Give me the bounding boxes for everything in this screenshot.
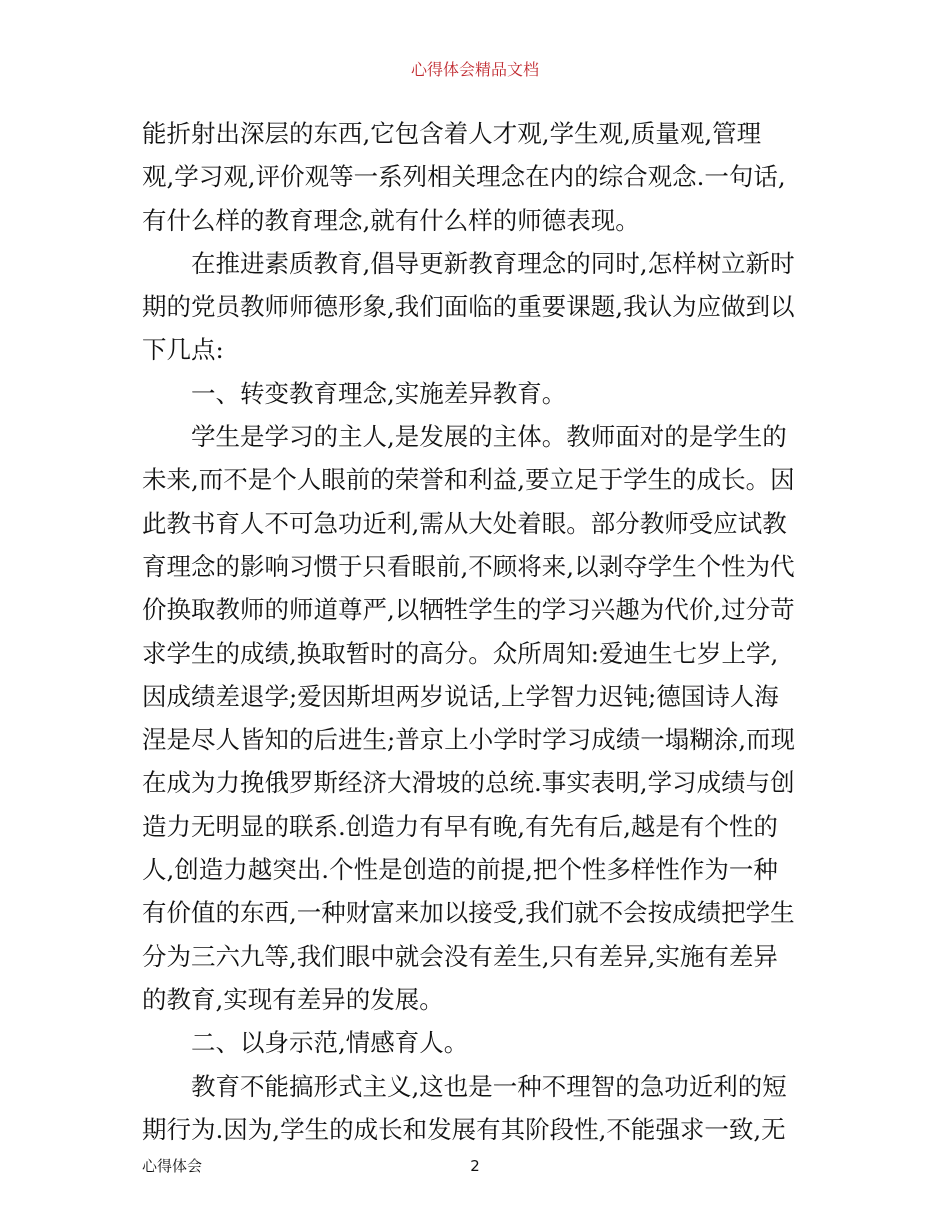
text-line: 在成为力挽俄罗斯经济大滑坡的总统.事实表明,学习成绩与创 — [142, 768, 795, 798]
page-header-title: 心得体会精品文档 — [410, 60, 539, 79]
page-number: 2 — [470, 1157, 480, 1175]
text-line: 有什么样的教育理念,就有什么样的师德表现。 — [142, 205, 640, 235]
text-line: 求学生的成绩,换取暂时的高分。众所周知:爱迪生七岁上学, — [142, 638, 779, 668]
text-line: 观,学习观,评价观等一系列相关理念在内的综合观念.一句话, — [142, 162, 786, 192]
text-line: 有价值的东西,一种财富来加以接受,我们就不会按成绩把学生 — [142, 898, 795, 928]
text-line: 期的党员教师师德形象,我们面临的重要课题,我认为应做到以 — [142, 292, 795, 322]
text-line: 育理念的影响习惯于只看眼前,不顾将来,以剥夺学生个性为代 — [142, 551, 795, 581]
text-line: 未来,而不是个人眼前的荣誉和利益,要立足于学生的成长。因 — [142, 465, 795, 495]
text-line: 在推进素质教育,倡导更新教育理念的同时,怎样树立新时 — [142, 248, 795, 278]
text-line: 下几点: — [142, 335, 224, 365]
text-line: 能折射出深层的东西,它包含着人才观,学生观,质量观,管理 — [142, 119, 762, 148]
text-line: 的教育,实现有差异的发展。 — [142, 984, 444, 1014]
text-line: 此教书育人不可急功近利,需从大处着眼。部分教师受应试教 — [142, 508, 787, 538]
text-line: 造力无明显的联系.创造力有早有晚,有先有后,越是有个性的 — [142, 811, 778, 841]
text-line: 学生是学习的主人,是发展的主体。教师面对的是学生的 — [142, 422, 787, 452]
section-heading-1: 一、转变教育理念,实施差异教育。 — [142, 378, 567, 408]
text-line: 期行为.因为,学生的成长和发展有其阶段性,不能强求一致,无 — [142, 1114, 786, 1144]
text-line: 教育不能搞形式主义,这也是一种不理智的急功近利的短 — [142, 1071, 787, 1101]
text-line: 因成绩差退学;爱因斯坦两岁说话,上学智力迟钝;德国诗人海 — [142, 681, 779, 711]
text-line: 涅是尽人皆知的后进生;普京上小学时学习成绩一塌糊涂,而现 — [142, 725, 796, 755]
body-text — [142, 112, 832, 1151]
text-line: 人,创造力越突出.个性是创造的前提,把个性多样性作为一种 — [142, 855, 778, 885]
text-line: 价换取教师的师道尊严,以牺牲学生的学习兴趣为代价,过分苛 — [142, 595, 795, 625]
footer-label: 心得体会 — [142, 1157, 203, 1175]
section-heading-2: 二、以身示范,情感育人。 — [142, 1028, 469, 1058]
text-line: 分为三六九等,我们眼中就会没有差生,只有差异,实施有差异 — [142, 941, 778, 971]
